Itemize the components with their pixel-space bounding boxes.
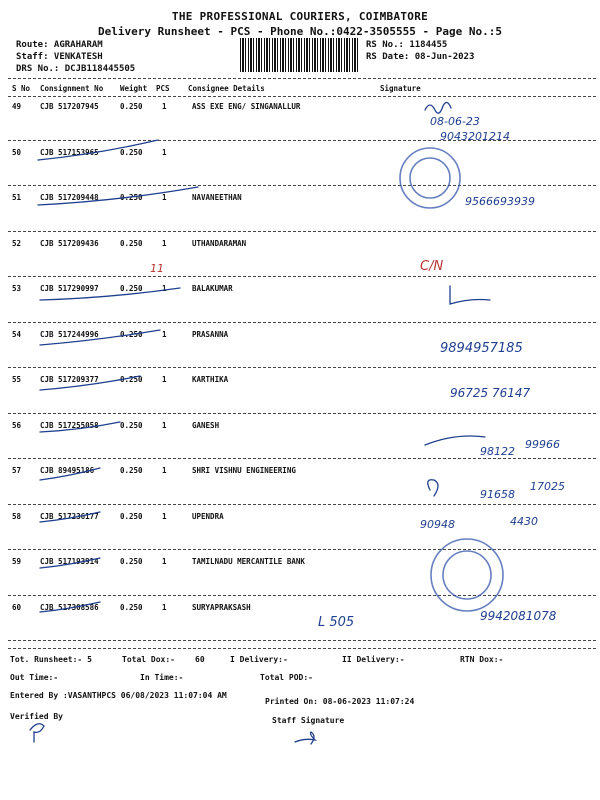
cell-cn: CJB 517209436: [40, 238, 99, 248]
barcode: [240, 38, 360, 72]
row-divider: [8, 595, 596, 596]
tot-runsheet: Tot. Runsheet:- 5: [10, 655, 92, 664]
col-pcs: PCS: [156, 84, 170, 93]
entered-by: Entered By :VASANTHPCS 06/08/2023 11:07:04 AM: [10, 691, 227, 700]
divider: [8, 78, 596, 79]
ii-delivery: II Delivery:-: [342, 655, 405, 664]
cell-cn: CJB 517255058: [40, 420, 99, 430]
rs-number: RS No.: 1184455: [366, 40, 448, 50]
cell-weight: 0.250: [120, 466, 143, 475]
cell-cn: CJB 517193914: [40, 557, 99, 566]
i-delivery: I Delivery:-: [230, 655, 288, 664]
row-divider: [8, 276, 596, 277]
hw-r58-phone-a: 90948: [420, 518, 455, 531]
cell-consignee: SHRI VISHNU ENGINEERING: [192, 466, 296, 475]
hw-r49-date: 08-06-23: [430, 115, 480, 128]
total-dox-label: Total Dox:-: [122, 655, 175, 664]
cell-weight: 0.250: [120, 602, 143, 612]
bank-stamp-inner: [443, 551, 491, 599]
cell-cn: CJB 517209448: [40, 193, 99, 202]
cell-consignee: UTHANDARAMAN: [192, 238, 247, 248]
round-stamp: [400, 148, 460, 208]
row-divider: [8, 504, 596, 505]
cell-sno: 55: [12, 375, 22, 384]
row-divider: [8, 549, 596, 550]
cell-cn: CJB 517308586: [40, 602, 99, 612]
row-divider: [8, 458, 596, 459]
route-label: Route: AGRAHARAM: [16, 40, 103, 50]
total-dox-value: 60: [195, 655, 205, 664]
cell-pcs: 1: [162, 193, 167, 202]
row-divider: [8, 231, 596, 232]
staff-signature-mark: [295, 732, 315, 744]
cell-weight: 0.250: [120, 420, 143, 430]
rtn-dox: RTN Dox:-: [460, 655, 504, 664]
cell-sno: 49: [12, 102, 22, 111]
hw-r57-phone-a: 91658: [480, 488, 515, 501]
cell-cn: CJB 517153965: [40, 147, 99, 157]
verified-signature: [30, 724, 44, 742]
in-time: In Time:-: [140, 673, 184, 682]
signature-scribble: [450, 286, 490, 304]
cell-pcs: 1: [162, 284, 167, 293]
row-divider: [8, 322, 596, 323]
cell-cn: CJB 517207945: [40, 102, 99, 111]
out-time: Out Time:-: [10, 673, 59, 682]
rs-date: RS Date: 08-Jun-2023: [366, 52, 475, 62]
row-divider: [8, 640, 596, 641]
cell-consignee: NAVANEETHAN: [192, 193, 242, 202]
cell-consignee: UPENDRA: [192, 511, 224, 521]
cell-pcs: 1: [162, 420, 167, 430]
cell-cn: CJB 517244996: [40, 329, 99, 339]
hw-r60-note: L 505: [318, 615, 355, 630]
cell-pcs: 1: [162, 238, 167, 248]
cell-cn: CJB 517290997: [40, 284, 99, 293]
cell-cn: CJB 517236177: [40, 511, 99, 521]
cell-consignee: TAMILNADU MERCANTILE BANK: [192, 557, 305, 566]
verified-by: Verified By: [10, 712, 63, 721]
cell-sno: 52: [12, 238, 22, 248]
cell-sno: 56: [12, 420, 22, 430]
row-divider: [8, 185, 596, 186]
cell-consignee: BALAKUMAR: [192, 284, 233, 293]
hw-r55-phone: 96725 76147: [450, 386, 531, 400]
cell-pcs: 1: [162, 102, 167, 111]
cell-sno: 58: [12, 511, 22, 521]
cell-sno: 54: [12, 329, 22, 339]
hw-r56-phone-a: 98122: [480, 445, 515, 458]
document-title: THE PROFESSIONAL COURIERS, COIMBATORE: [171, 10, 429, 23]
hw-r56-phone-b: 99966: [525, 438, 560, 451]
cell-weight: 0.250: [120, 511, 143, 521]
cell-pcs: 1: [162, 147, 167, 157]
hw-r60-phone: 9942081078: [480, 609, 557, 623]
hw-r49-phone: 9043201214: [440, 130, 510, 143]
drs-number: DRS No.: DCJB118445505: [16, 64, 136, 74]
round-stamp-inner: [410, 158, 450, 198]
cell-consignee: KARTHIKA: [192, 375, 229, 384]
cell-weight: 0.250: [120, 375, 143, 384]
cell-cn: CJB 89495186: [40, 466, 95, 475]
signature-scribble: [425, 102, 451, 113]
cell-weight: 0.250: [120, 329, 143, 339]
hw-r54-phone: 9894957185: [440, 341, 523, 356]
cell-sno: 59: [12, 557, 22, 566]
cell-pcs: 1: [162, 602, 167, 612]
col-sno: S No: [12, 84, 31, 93]
row-divider: [8, 413, 596, 414]
total-pod: Total POD:-: [260, 673, 313, 682]
cell-consignee: GANESH: [192, 420, 220, 430]
hw-r52-note: C/N: [420, 259, 444, 274]
hw-r51-phone: 9566693939: [465, 195, 535, 208]
cell-pcs: 1: [162, 557, 167, 566]
col-weight: Weight: [120, 84, 148, 93]
divider: [8, 96, 596, 97]
cell-weight: 0.250: [120, 238, 143, 248]
cell-cn: CJB 517209377: [40, 375, 99, 384]
cell-sno: 50: [12, 147, 22, 157]
hw-r58-phone-b: 4430: [510, 515, 538, 528]
cell-sno: 53: [12, 284, 22, 293]
signature-scribble: [425, 436, 485, 445]
col-consignment: Consignment No: [40, 84, 104, 93]
cell-pcs: 1: [162, 329, 167, 339]
staff-label: Staff: VENKATESH: [16, 52, 103, 62]
signature-scribble: [428, 480, 438, 496]
cell-sno: 57: [12, 466, 22, 475]
cell-weight: 0.250: [120, 284, 143, 293]
cell-pcs: 1: [162, 466, 167, 475]
cell-weight: 0.250: [120, 102, 143, 111]
cell-weight: 0.250: [120, 147, 143, 157]
cell-weight: 0.250: [120, 557, 143, 566]
cell-consignee: ASS EXE ENG/ SINGANALLUR: [192, 102, 301, 111]
cell-pcs: 1: [162, 511, 167, 521]
cell-sno: 60: [12, 602, 22, 612]
cell-consignee: SURYAPRAKSASH: [192, 602, 251, 612]
row-divider: [8, 140, 596, 141]
printed-on: Printed On: 08-06-2023 11:07:24: [265, 697, 415, 706]
runsheet-subtitle: Delivery Runsheet - PCS - Phone No.:0422-3505555 - Page No.:5: [98, 25, 502, 38]
hw-r57-phone-b: 17025: [530, 480, 565, 493]
cell-weight: 0.250: [120, 193, 143, 202]
cell-consignee: PRASANNA: [192, 329, 229, 339]
staff-signature: Staff Signature: [272, 716, 345, 725]
divider: [8, 648, 596, 649]
cell-pcs: 1: [162, 375, 167, 384]
col-signature: Signature: [380, 84, 421, 93]
col-consignee: Consignee Details: [188, 84, 265, 93]
cell-sno: 51: [12, 193, 22, 202]
hw-r52-tick: 11: [150, 262, 164, 275]
row-divider: [8, 367, 596, 368]
